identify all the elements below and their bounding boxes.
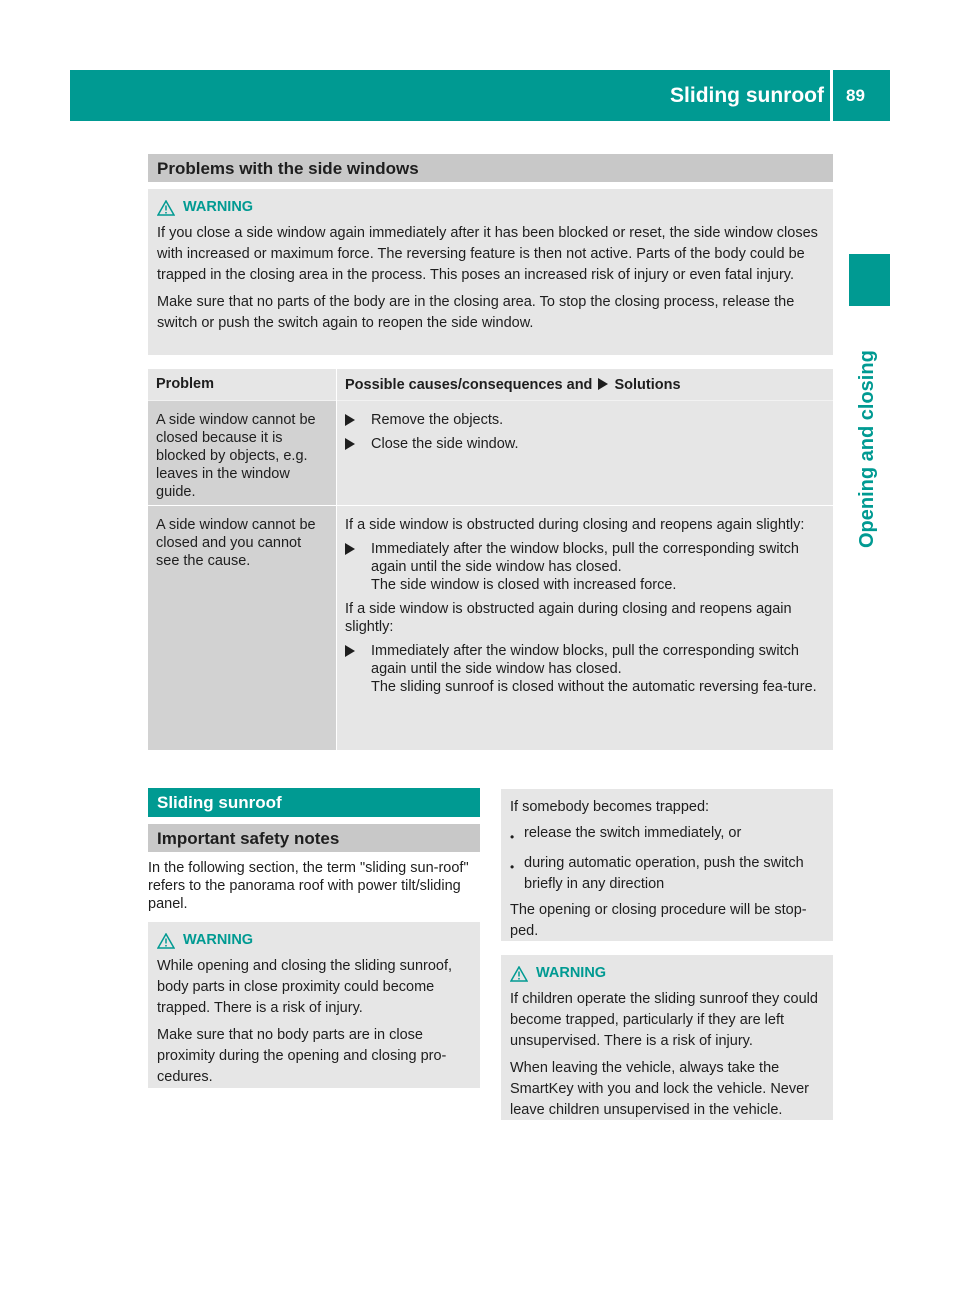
cause-text: If a side window is obstructed again during closing and reopens again slightly:: [345, 601, 792, 635]
table-row-solution: [337, 506, 833, 750]
list-item-text: during automatic operation, push the switch briefly in any direction: [524, 855, 804, 892]
warning-label: WARNING: [183, 932, 254, 948]
table-header-solutions: [337, 369, 833, 400]
page-number: 89: [846, 86, 865, 105]
table-header-problem-text: Problem: [156, 376, 215, 392]
action-arrow-icon: [345, 645, 365, 657]
section-title-sliding-sunroof: [148, 788, 480, 817]
trapped-info-box: [501, 789, 833, 941]
action-arrow-icon: [598, 378, 608, 390]
table-header-solutions-text: [345, 377, 681, 393]
bullet-r-icon: •: [510, 830, 515, 844]
chapter-tab-marker: [849, 254, 890, 306]
warning-box-children: [501, 955, 833, 1120]
step-item: [345, 540, 825, 594]
header-title: Sliding sunroof: [670, 84, 824, 107]
action-arrow-icon: [345, 438, 365, 450]
section-title-side-windows: [148, 154, 833, 182]
step-item: [345, 642, 825, 696]
action-arrow-icon: [345, 543, 365, 555]
list-item: [510, 823, 824, 848]
step-item: [345, 435, 825, 453]
subsection-title-text: Important safety notes: [157, 829, 340, 848]
step-result: The sliding sunroof is closed without the automatic reversing fea-ture.: [371, 679, 817, 695]
step-item: [345, 411, 825, 429]
warning-triangle-icon: [157, 200, 175, 216]
problem-text: A side window cannot be closed because it is blocked by objects, e.g. leaves in the window guide.: [156, 412, 316, 500]
table-header-problem: [148, 369, 336, 400]
subsection-title-safety-notes: [148, 824, 480, 852]
bullet-r-icon: •: [510, 860, 515, 874]
header-separator: [830, 70, 833, 121]
warning-label: WARNING: [536, 965, 607, 981]
problems-table: [148, 369, 833, 750]
warning-header: [157, 930, 471, 951]
trapped-intro: If somebody becomes trapped:: [510, 799, 710, 815]
warning-paragraph: If children operate the sliding sunroof they could become trapped, particularly if they are left unsupervised. There is a risk of injury.: [510, 991, 818, 1049]
section-title-text: Problems with the side windows: [157, 159, 419, 178]
warning-triangle-icon: [510, 966, 528, 982]
action-arrow-icon: [345, 414, 365, 426]
chapter-label: Opening and closing: [856, 350, 878, 548]
warning-box-sunroof: [148, 922, 480, 1088]
page-header: [70, 70, 890, 121]
step-text: Immediately after the window blocks, pull the corresponding switch again until the side window has closed.: [371, 643, 799, 677]
warning-header: [157, 197, 824, 218]
warning-paragraph: If you close a side window again immediately after it has been blocked or reset, the side window closes with increased or maximum force. The reversing feature is then not active. Parts of the body could be trapped in the closing area in the process. This poses an increased risk of injury or even fatal injury.: [157, 225, 818, 283]
step-text: Immediately after the window blocks, pull the corresponding switch again until the side window has closed.: [371, 541, 799, 575]
step-result: The side window is closed with increased force.: [371, 577, 677, 593]
trapped-outro: The opening or closing procedure will be stop-ped.: [510, 902, 807, 939]
table-row-problem: [148, 400, 336, 505]
intro-paragraph: [148, 859, 478, 913]
table-row-problem: [148, 506, 336, 750]
warning-triangle-icon: [157, 933, 175, 949]
table-header-solutions-label: Solutions: [614, 377, 681, 393]
table-row-solution: [337, 400, 833, 505]
step-content: [371, 540, 825, 594]
section-title-text: Sliding sunroof: [157, 793, 282, 812]
warning-header: [510, 963, 824, 984]
cause-text: If a side window is obstructed during closing and reopens again slightly:: [345, 517, 805, 533]
warning-paragraph: When leaving the vehicle, always take the SmartKey with you and lock the vehicle. Never leave children unsupervised in the vehicle.: [510, 1060, 809, 1118]
intro-text: In the following section, the term "sliding sun-roof" refers to the panorama roof with power tilt/sliding panel.: [148, 860, 469, 912]
step-text: Remove the objects.: [371, 412, 504, 428]
problem-text: A side window cannot be closed and you cannot see the cause.: [156, 517, 316, 569]
step-content: [371, 642, 825, 696]
warning-paragraph: Make sure that no body parts are in close proximity during the opening and closing pro-cedures.: [157, 1027, 447, 1085]
table-header-causes: Possible causes/consequences and: [345, 377, 593, 393]
list-item: [510, 853, 824, 895]
step-text: Close the side window.: [371, 436, 519, 452]
warning-label: WARNING: [183, 199, 254, 215]
warning-paragraph: While opening and closing the sliding sunroof, body parts in close proximity could become trapped. There is a risk of injury.: [157, 958, 453, 1016]
list-item-text: release the switch immediately, or: [524, 825, 742, 841]
warning-paragraph: Make sure that no parts of the body are in the closing area. To stop the closing process, release the switch or push the switch again to reopen the side window.: [157, 294, 795, 331]
warning-box-side-windows: [148, 189, 833, 355]
